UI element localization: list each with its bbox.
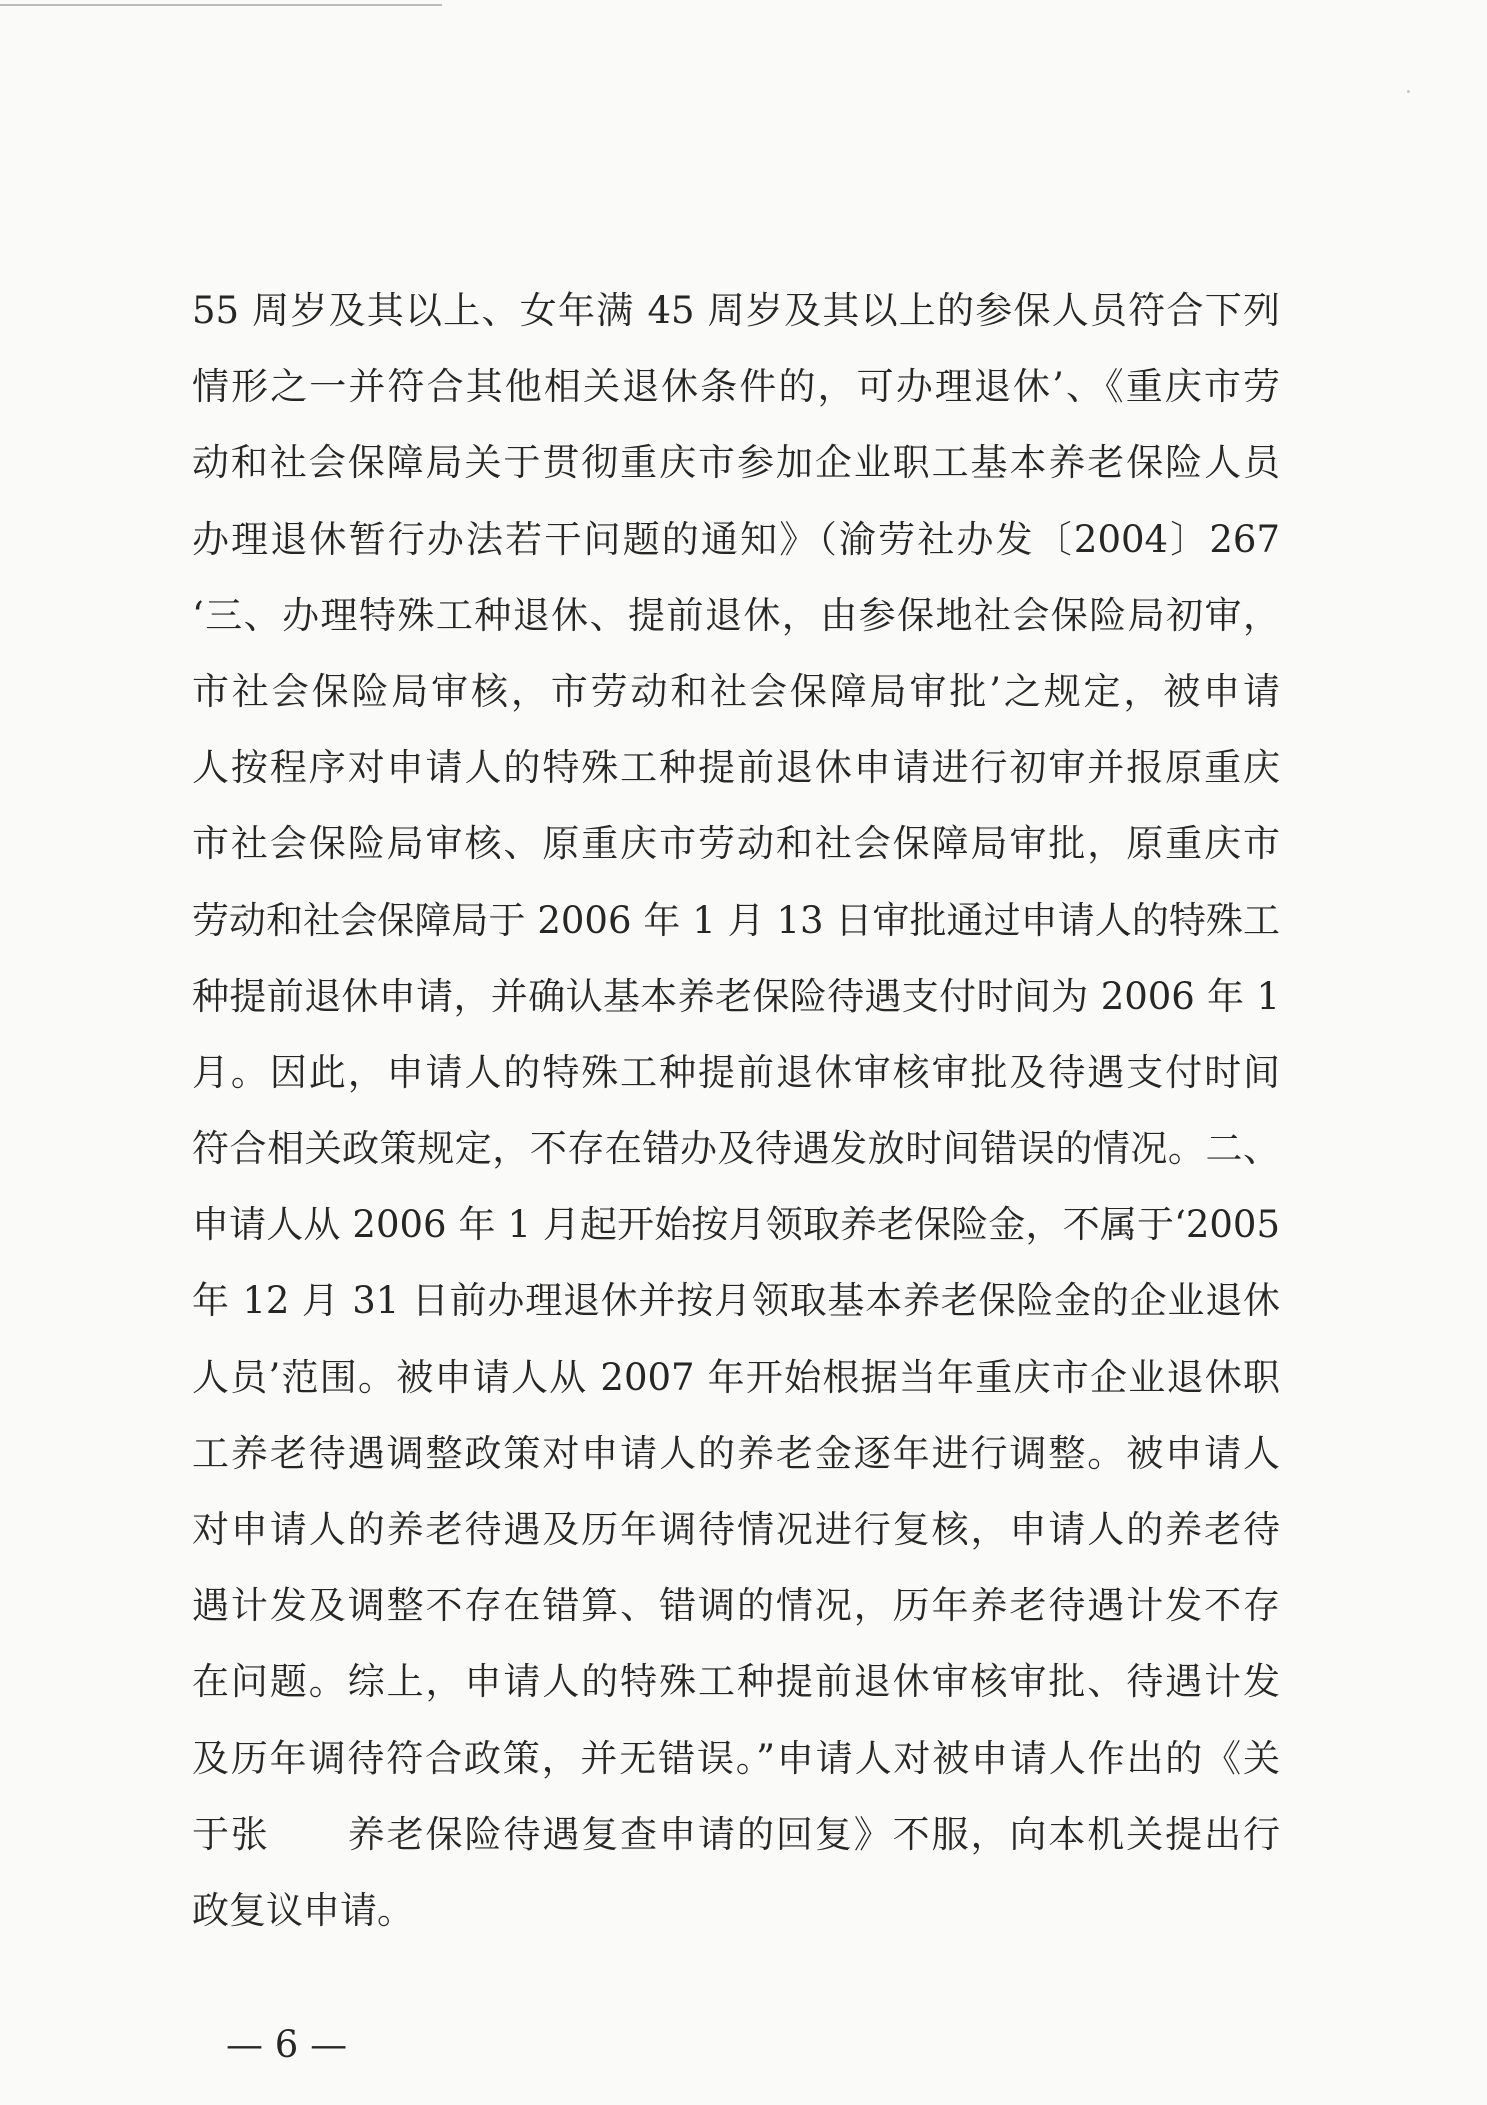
text-line: 人按程序对申请人的特殊工种提前退休申请进行初审并报原重庆 [192,746,1280,790]
text-line: 情形之一并符合其他相关退休条件的，可办理退休’、《重庆市劳 [192,365,1280,409]
text-line: 种提前退休申请，并确认基本养老保险待遇支付时间为 2006 年 1 [192,974,1280,1018]
text-line: 于张 养老保险待遇复查申请的回复》不服，向本机关提出行 [192,1812,1280,1856]
text-line: 符合相关政策规定，不存在错办及待遇发放时间错误的情况。二、 [192,1127,1280,1171]
text-line: 劳动和社会保障局于 2006 年 1 月 13 日审批通过申请人的特殊工 [192,898,1280,942]
text-line-last: 政复议申请。 [192,1888,414,1932]
text-line: 对申请人的养老待遇及历年调待情况进行复核，申请人的养老待 [192,1508,1280,1551]
page-number: — 6 — [226,2023,348,2066]
text-line: 年 12 月 31 日前办理退休并按月领取基本养老保险金的企业退休 [192,1279,1280,1323]
text-line: 55 周岁及其以上、女年满 45 周岁及其以上的参保人员符合下列 [192,289,1280,332]
text-line: 办理退休暂行办法若干问题的通知》（渝劳社办发〔2004〕267 [192,517,1280,561]
text-line: 在问题。综上，申请人的特殊工种提前退休审核审批、待遇计发 [192,1660,1280,1704]
text-line: 及历年调待符合政策，并无错误。”申请人对被申请人作出的《关 [192,1736,1280,1780]
text-line: 遇计发及调整不存在错算、错调的情况，历年养老待遇计发不存 [192,1584,1280,1628]
text-line: 市社会保险局审核、原重庆市劳动和社会保障局审批，原重庆市 [192,822,1280,866]
body-text [192,273,1280,1949]
text-line: 动和社会保障局关于贯彻重庆市参加企业职工基本养老保险人员 [192,441,1280,485]
text-line: 月。因此，申请人的特殊工种提前退休审核审批及待遇支付时间 [192,1050,1280,1094]
text-line: ‘三、办理特殊工种退休、提前退休，由参保地社会保险局初审， [192,593,1280,637]
text-line: 工养老待遇调整政策对申请人的养老金逐年进行调整。被申请人 [192,1431,1280,1475]
text-line: 市社会保险局审核，市劳动和社会保障局审批’之规定，被申请 [192,669,1280,713]
scan-edge-line [0,4,442,6]
scan-speck [1407,90,1410,93]
text-line: 人员’范围。被申请人从 2007 年开始根据当年重庆市企业退休职 [192,1355,1280,1399]
text-line: 申请人从 2006 年 1 月起开始按月领取养老保险金，不属于‘2005 [192,1203,1280,1247]
